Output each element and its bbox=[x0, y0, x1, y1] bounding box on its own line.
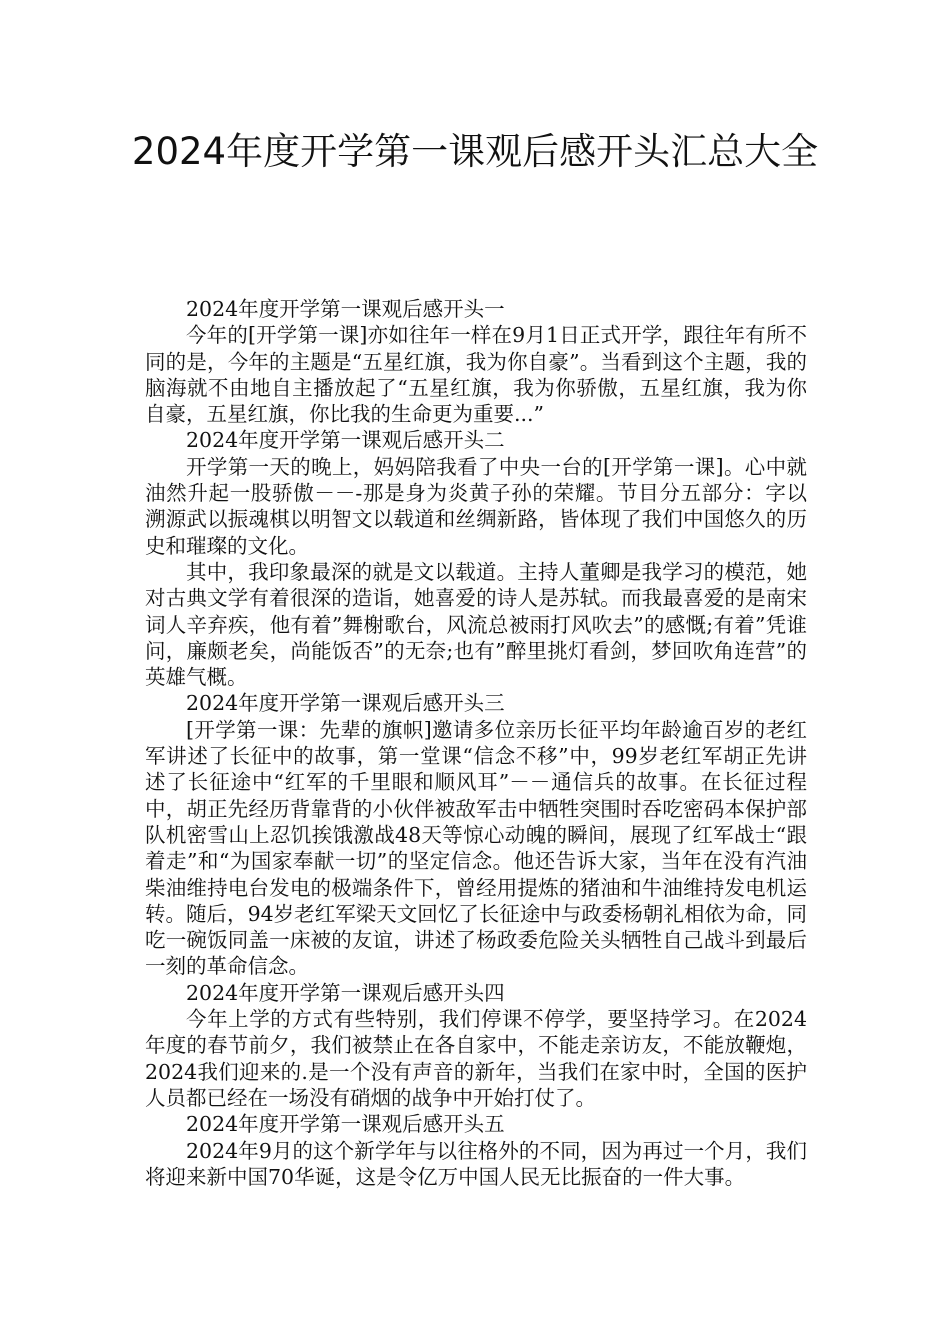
section-heading: 2024年度开学第一课观后感开头三 bbox=[186, 691, 505, 716]
section-heading: 2024年度开学第一课观后感开头四 bbox=[186, 980, 505, 1005]
section-heading: 2024年度开学第一课观后感开头五 bbox=[186, 1112, 505, 1137]
document-title: 2024年度开学第一课观后感开头汇总大全 bbox=[131, 130, 819, 173]
paragraph: 今年上学的方式有些特别，我们停课不停学，要坚持学习。在2024年度的春节前夕，我们被禁止在各自家中，不能走亲访友，不能放鞭炮，2024我们迎来的.是一个没有声音的新年，当我们在家中时，全国的医护人员都已经在一场没有硝烟的战争中开始打仗了。 bbox=[145, 1007, 807, 1110]
paragraph: 开学第一天的晚上，妈妈陪我看了中央一台的[开学第一课]。心中就油然升起一股骄傲－－-那是身为炎黄子孙的荣耀。节目分五部分：字以溯源武以振魂棋以明智文以载道和丝绸新路，皆体现了我们中国悠久的历史和璀璨的文化。 bbox=[145, 454, 807, 558]
document-body bbox=[145, 296, 807, 1190]
paragraph: 2024年9月的这个新学年与以往格外的不同，因为再过一个月，我们将迎来新中国70华诞，这是令亿万中国人民无比振奋的一件大事。 bbox=[145, 1138, 807, 1189]
paragraph: [开学第一课：先辈的旗帜]邀请多位亲历长征平均年龄逾百岁的老红军讲述了长征中的故事，第一堂课“信念不移”中，99岁老红军胡正先讲述了长征途中“红军的千里眼和顺风耳”－－通信兵的故事。在长征过程中，胡正先经历背靠背的小伙伴被敌军击中牺牲突围时吞吃密码本保护部队机密雪山上忍饥挨饿激战48天等惊心动魄的瞬间，展现了红军战士“跟着走”和“为国家奉献一切”的坚定信念。他还告诉大家，当年在没有汽油柴油维持电台发电的极端条件下，曾经用提炼的猪油和牛油维持发电机运转。随后，94岁老红军梁天文回忆了长征途中与政委杨朝礼相依为命，同吃一碗饭同盖一床被的友谊，讲述了杨政委危险关头牺牲自己战斗到最后一刻的革命信念。 bbox=[145, 717, 807, 979]
section-heading: 2024年度开学第一课观后感开头一 bbox=[186, 297, 505, 321]
section-heading: 2024年度开学第一课观后感开头二 bbox=[186, 428, 505, 453]
paragraph: 今年的[开学第一课]亦如往年一样在9月1日正式开学，跟往年有所不同的是，今年的主题是“五星红旗，我为你自豪”。当看到这个主题，我的脑海就不由地自主播放起了“五星红旗，我为你骄傲，五星红旗，我为你自豪，五星红旗，你比我的生命更为重要...” bbox=[145, 323, 807, 427]
paragraph: 其中，我印象最深的就是文以载道。主持人董卿是我学习的模范，她对古典文学有着很深的造诣，她喜爱的诗人是苏轼。而我最喜爱的是南宋词人辛弃疾，他有着”舞榭歌台，风流总被雨打风吹去”的感慨;有着”凭谁问，廉颇老矣，尚能饭否”的无奈;也有”醉里挑灯看剑，梦回吹角连营”的英雄气概。 bbox=[145, 559, 807, 690]
